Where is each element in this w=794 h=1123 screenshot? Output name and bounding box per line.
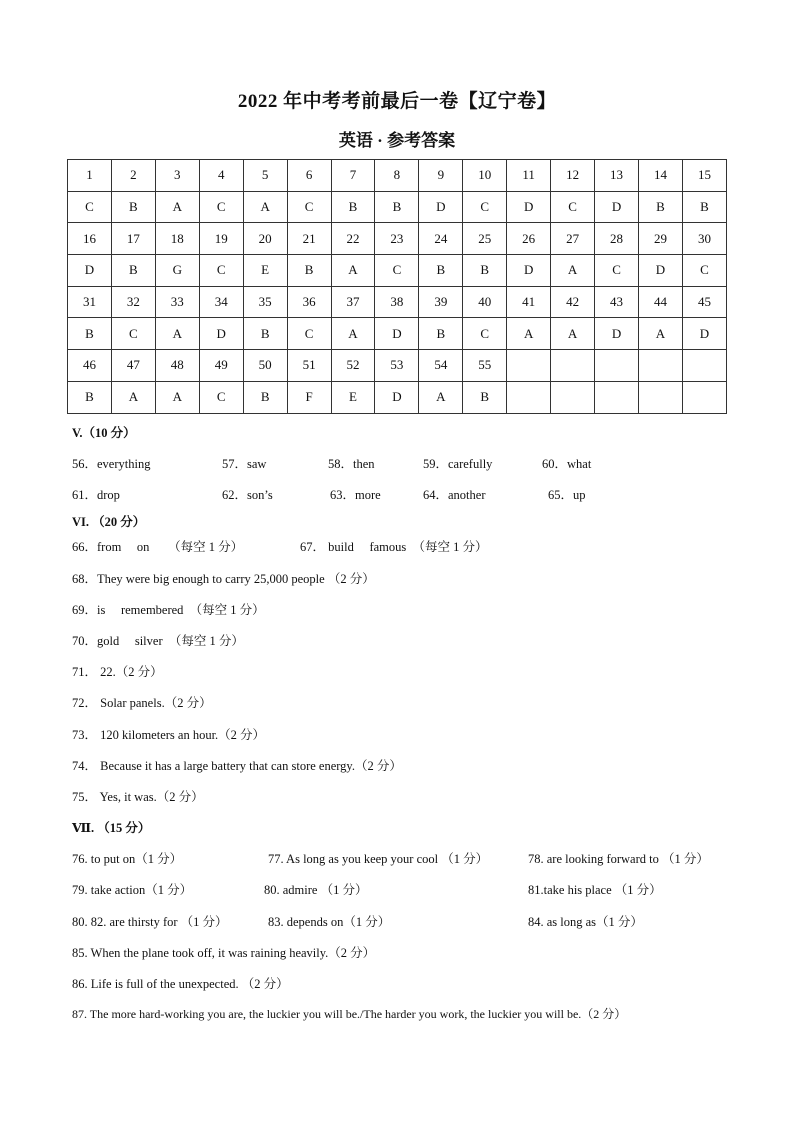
section-6-heading: VI. （20 分） bbox=[72, 515, 146, 529]
answer-cell: B bbox=[463, 381, 507, 413]
answer-65: 65．up bbox=[548, 488, 586, 502]
answer-cell bbox=[595, 381, 639, 413]
answer-cell: B bbox=[111, 191, 155, 223]
answer-cell: C bbox=[551, 191, 595, 223]
question-number-cell: 55 bbox=[463, 350, 507, 382]
answer-66: 66．from on （每空 1 分） bbox=[72, 540, 244, 554]
question-number-cell: 46 bbox=[68, 350, 112, 382]
answer-cell: E bbox=[331, 381, 375, 413]
question-number-cell: 38 bbox=[375, 286, 419, 318]
answer-cell bbox=[638, 381, 682, 413]
answer-74: 74． Because it has a large battery that can store energy.（2 分） bbox=[72, 759, 402, 773]
answer-cell: C bbox=[199, 381, 243, 413]
answer-76: 76. to put on（1 分） bbox=[72, 852, 183, 866]
question-number-cell: 42 bbox=[551, 286, 595, 318]
answer-71: 71． 22.（2 分） bbox=[72, 665, 163, 679]
answer-cell: D bbox=[419, 191, 463, 223]
answer-cell: B bbox=[68, 318, 112, 350]
question-number-cell: 44 bbox=[638, 286, 682, 318]
page-subtitle: 英语 · 参考答案 bbox=[338, 131, 456, 150]
question-number-cell: 50 bbox=[243, 350, 287, 382]
answer-85: 85. When the plane took off, it was raining heavily.（2 分） bbox=[72, 946, 376, 960]
question-number-cell: 22 bbox=[331, 223, 375, 255]
answer-cell: C bbox=[595, 255, 639, 287]
answer-cell: F bbox=[287, 381, 331, 413]
question-number-cell: 12 bbox=[551, 160, 595, 192]
answer-cell: A bbox=[551, 318, 595, 350]
answer-key-table bbox=[67, 159, 727, 414]
question-number-cell: 17 bbox=[111, 223, 155, 255]
answer-72: 72． Solar panels.（2 分） bbox=[72, 696, 212, 710]
answer-67: 67． build famous （每空 1 分） bbox=[300, 540, 488, 554]
answer-cell: C bbox=[287, 191, 331, 223]
answer-cell: A bbox=[155, 191, 199, 223]
question-number-cell: 20 bbox=[243, 223, 287, 255]
answer-cell: D bbox=[507, 191, 551, 223]
answer-69: 69．is remembered （每空 1 分） bbox=[72, 603, 265, 617]
answer-82: 80. 82. are thirsty for （1 分） bbox=[72, 915, 228, 929]
question-number-cell: 36 bbox=[287, 286, 331, 318]
question-number-cell: 31 bbox=[68, 286, 112, 318]
answer-cell: D bbox=[595, 318, 639, 350]
answer-cell: B bbox=[243, 381, 287, 413]
answer-59: 59．carefully bbox=[423, 457, 493, 471]
answer-86: 86. Life is full of the unexpected. （2 分） bbox=[72, 977, 289, 991]
question-number-cell: 13 bbox=[595, 160, 639, 192]
question-number-cell: 23 bbox=[375, 223, 419, 255]
answer-80: 80. admire （1 分） bbox=[264, 883, 368, 897]
answer-57: 57．saw bbox=[222, 457, 267, 471]
answer-cell: A bbox=[331, 255, 375, 287]
answer-cell: B bbox=[638, 191, 682, 223]
question-number-cell: 28 bbox=[595, 223, 639, 255]
answer-cell: D bbox=[68, 255, 112, 287]
answer-81: 81.take his place （1 分） bbox=[528, 883, 662, 897]
answer-cell: A bbox=[331, 318, 375, 350]
question-number-cell: 5 bbox=[243, 160, 287, 192]
question-number-cell: 24 bbox=[419, 223, 463, 255]
answer-63: 63．more bbox=[330, 488, 381, 502]
answer-73: 73． 120 kilometers an hour.（2 分） bbox=[72, 728, 266, 742]
answer-cell: A bbox=[155, 318, 199, 350]
question-number-cell: 37 bbox=[331, 286, 375, 318]
question-number-cell bbox=[682, 350, 726, 382]
answer-cell: C bbox=[463, 318, 507, 350]
answer-cell: B bbox=[419, 318, 463, 350]
answer-cell: B bbox=[682, 191, 726, 223]
answer-cell: A bbox=[155, 381, 199, 413]
table-row bbox=[68, 381, 727, 413]
question-number-cell: 7 bbox=[331, 160, 375, 192]
question-number-cell: 53 bbox=[375, 350, 419, 382]
question-number-cell bbox=[638, 350, 682, 382]
question-number-cell: 35 bbox=[243, 286, 287, 318]
question-number-cell: 14 bbox=[638, 160, 682, 192]
question-number-cell bbox=[595, 350, 639, 382]
answer-77: 77. As long as you keep your cool （1 分） bbox=[268, 852, 489, 866]
table-row bbox=[68, 255, 727, 287]
answer-cell: C bbox=[682, 255, 726, 287]
question-number-cell: 18 bbox=[155, 223, 199, 255]
section-7-heading: Ⅶ. （15 分） bbox=[72, 821, 151, 835]
table-row bbox=[68, 223, 727, 255]
answer-cell: D bbox=[375, 318, 419, 350]
answer-cell: B bbox=[375, 191, 419, 223]
answer-cell: C bbox=[68, 191, 112, 223]
answer-cell: A bbox=[507, 318, 551, 350]
answer-cell: B bbox=[243, 318, 287, 350]
question-number-cell: 4 bbox=[199, 160, 243, 192]
question-number-cell: 30 bbox=[682, 223, 726, 255]
question-number-cell: 19 bbox=[199, 223, 243, 255]
answer-58: 58．then bbox=[328, 457, 375, 471]
answer-cell: A bbox=[551, 255, 595, 287]
answer-cell: D bbox=[507, 255, 551, 287]
question-number-cell: 3 bbox=[155, 160, 199, 192]
question-number-cell: 16 bbox=[68, 223, 112, 255]
answer-cell: C bbox=[111, 318, 155, 350]
question-number-cell: 49 bbox=[199, 350, 243, 382]
question-number-cell: 33 bbox=[155, 286, 199, 318]
question-number-cell: 48 bbox=[155, 350, 199, 382]
answer-78: 78. are looking forward to （1 分） bbox=[528, 852, 709, 866]
answer-cell: G bbox=[155, 255, 199, 287]
answer-cell: B bbox=[463, 255, 507, 287]
question-number-cell: 45 bbox=[682, 286, 726, 318]
answer-79: 79. take action（1 分） bbox=[72, 883, 193, 897]
question-number-cell: 29 bbox=[638, 223, 682, 255]
answer-cell bbox=[551, 381, 595, 413]
question-number-cell: 1 bbox=[68, 160, 112, 192]
answer-cell: D bbox=[595, 191, 639, 223]
page-title: 2022 年中考考前最后一卷【辽宁卷】 bbox=[237, 91, 557, 112]
answer-cell: C bbox=[463, 191, 507, 223]
answer-87: 87. The more hard-working you are, the luckier you will be./The harder you work, the luckier you will be.（2 分） bbox=[72, 1007, 627, 1021]
section-5-heading: V.（10 分） bbox=[72, 426, 136, 440]
answer-cell: D bbox=[682, 318, 726, 350]
answer-cell: B bbox=[287, 255, 331, 287]
answer-60: 60．what bbox=[542, 457, 592, 471]
question-number-cell: 21 bbox=[287, 223, 331, 255]
question-number-cell bbox=[551, 350, 595, 382]
question-number-cell: 52 bbox=[331, 350, 375, 382]
table-row bbox=[68, 286, 727, 318]
answer-75: 75． Yes, it was.（2 分） bbox=[72, 790, 204, 804]
answer-cell: C bbox=[199, 191, 243, 223]
table-row bbox=[68, 350, 727, 382]
answer-cell bbox=[682, 381, 726, 413]
answer-cell: B bbox=[68, 381, 112, 413]
answer-cell: B bbox=[419, 255, 463, 287]
answer-cell: E bbox=[243, 255, 287, 287]
answer-cell: A bbox=[243, 191, 287, 223]
question-number-cell: 10 bbox=[463, 160, 507, 192]
question-number-cell: 11 bbox=[507, 160, 551, 192]
answer-cell: B bbox=[111, 255, 155, 287]
answer-cell: D bbox=[375, 381, 419, 413]
answer-56: 56．everything bbox=[72, 457, 151, 471]
question-number-cell: 51 bbox=[287, 350, 331, 382]
answer-cell: A bbox=[111, 381, 155, 413]
answer-84: 84. as long as（1 分） bbox=[528, 915, 643, 929]
table-row bbox=[68, 318, 727, 350]
question-number-cell: 41 bbox=[507, 286, 551, 318]
question-number-cell bbox=[507, 350, 551, 382]
question-number-cell: 47 bbox=[111, 350, 155, 382]
question-number-cell: 2 bbox=[111, 160, 155, 192]
answer-cell: A bbox=[638, 318, 682, 350]
answer-cell: C bbox=[375, 255, 419, 287]
question-number-cell: 27 bbox=[551, 223, 595, 255]
question-number-cell: 40 bbox=[463, 286, 507, 318]
table-row bbox=[68, 160, 727, 192]
question-number-cell: 6 bbox=[287, 160, 331, 192]
question-number-cell: 32 bbox=[111, 286, 155, 318]
answer-cell: C bbox=[199, 255, 243, 287]
answer-cell: A bbox=[419, 381, 463, 413]
question-number-cell: 43 bbox=[595, 286, 639, 318]
answer-cell bbox=[507, 381, 551, 413]
answer-cell: D bbox=[638, 255, 682, 287]
question-number-cell: 39 bbox=[419, 286, 463, 318]
answer-62: 62．son’s bbox=[222, 488, 273, 502]
question-number-cell: 25 bbox=[463, 223, 507, 255]
answer-cell: D bbox=[199, 318, 243, 350]
answer-61: 61．drop bbox=[72, 488, 120, 502]
answer-83: 83. depends on（1 分） bbox=[268, 915, 391, 929]
table-row bbox=[68, 191, 727, 223]
answer-cell: C bbox=[287, 318, 331, 350]
answer-70: 70．gold silver （每空 1 分） bbox=[72, 634, 244, 648]
question-number-cell: 9 bbox=[419, 160, 463, 192]
question-number-cell: 15 bbox=[682, 160, 726, 192]
answer-68: 68．They were big enough to carry 25,000 people （2 分） bbox=[72, 572, 375, 586]
question-number-cell: 34 bbox=[199, 286, 243, 318]
answer-cell: B bbox=[331, 191, 375, 223]
answer-64: 64．another bbox=[423, 488, 486, 502]
question-number-cell: 54 bbox=[419, 350, 463, 382]
question-number-cell: 8 bbox=[375, 160, 419, 192]
question-number-cell: 26 bbox=[507, 223, 551, 255]
